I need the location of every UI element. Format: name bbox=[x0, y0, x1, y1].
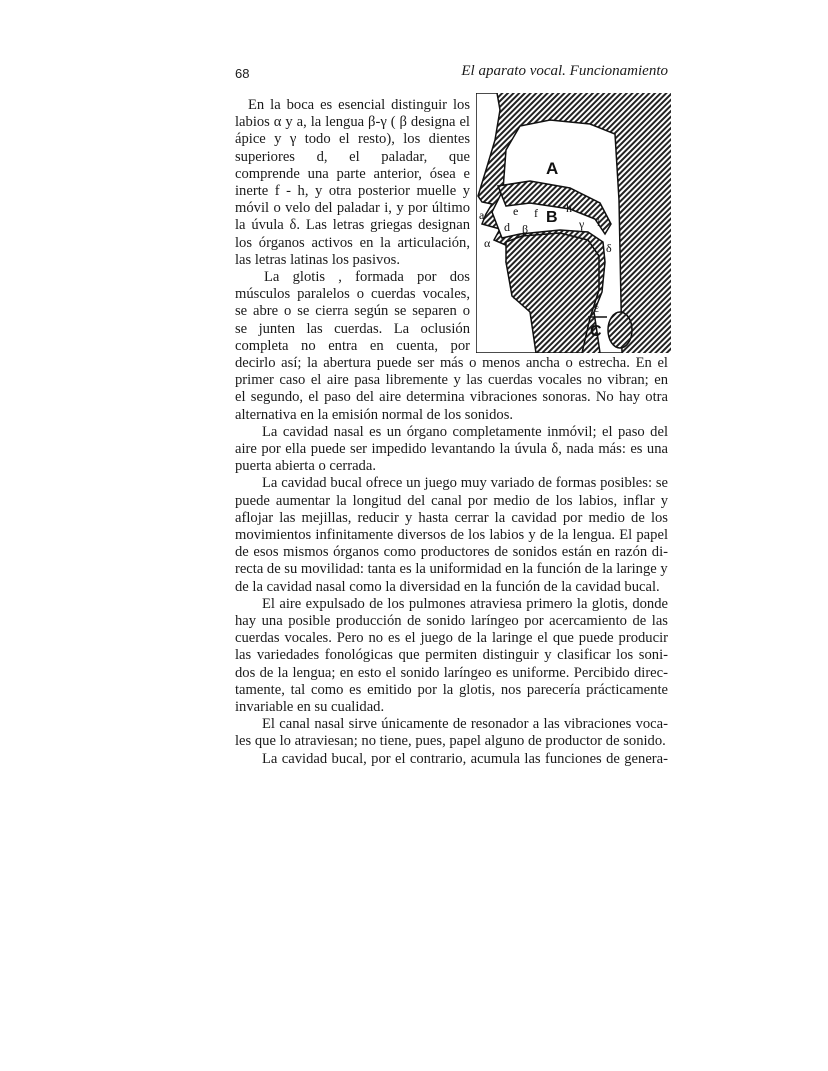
text-line: hay una posible producción de sonido laríngeo por acercamiento de las bbox=[235, 613, 668, 629]
label-d: d bbox=[504, 220, 510, 234]
label-gamma: γ bbox=[579, 217, 585, 231]
text-line: la úvula δ. Las letras griegas designan bbox=[235, 217, 470, 234]
text-line: recta de su movilidad: tanta es la uniformidad en la función de la laringe y bbox=[235, 561, 668, 578]
label-delta: δ bbox=[606, 241, 612, 255]
text-line: les que lo atraviesan; no tiene, pues, papel alguno de productor de sonido. bbox=[235, 733, 666, 750]
text-line: cuerdas vocales. Pero no es el juego de la laringe el que puede producir bbox=[235, 630, 668, 647]
text-line: músculos paralelos o cuerdas vocales, bbox=[235, 286, 470, 303]
label-alpha: α bbox=[484, 236, 491, 250]
text-line: tamente, tal como es emitido por la glotis, nos parecería prácticamente bbox=[235, 681, 668, 698]
label-A: A bbox=[546, 159, 559, 178]
text-line: La cavidad bucal ofrece un juego muy variado de formas posibles: se bbox=[262, 475, 668, 492]
running-head: El aparato vocal. Funcionamiento bbox=[461, 63, 668, 79]
text-line: El canal nasal sirve únicamente de resonador a las vibraciones voca- bbox=[262, 716, 668, 733]
label-e: e bbox=[513, 204, 519, 218]
text-line: superiores d, el paladar, que bbox=[235, 148, 470, 165]
label-epsilon: ε bbox=[594, 301, 600, 315]
label-h: h bbox=[566, 201, 572, 215]
text-line: los órganos activos en la articulación, bbox=[235, 234, 470, 251]
page-number: 68 bbox=[235, 66, 250, 81]
text-line: movimientos infinitamente diversos de los labios y de la lengua. El papel bbox=[235, 527, 668, 543]
text-line: móvil o velo del paladar i, y por último bbox=[235, 200, 470, 217]
text-line: aflojar las mejillas, reducir y hasta cerrar la cavidad por medio de los bbox=[235, 509, 668, 526]
text-line: La cavidad nasal es un órgano completamente inmóvil; el paso del bbox=[262, 423, 668, 440]
text-line: alternativa en la emisión normal de los sonidos. bbox=[235, 406, 514, 423]
text-line: invariable en su cualidad. bbox=[235, 699, 385, 715]
text-line: el segundo, el paso del aire determina vibraciones sonoras. No hay otra bbox=[235, 389, 668, 406]
text-line: La glotis , formada por dos bbox=[264, 269, 470, 285]
text-line: primer caso el aire pasa libremente y las cuerdas vocales no vibran; en bbox=[235, 372, 668, 389]
label-C: C bbox=[590, 323, 602, 340]
label-f: f bbox=[534, 206, 538, 220]
text-line: se junten las cuerdas. La oclusión bbox=[235, 320, 470, 337]
text-line: En la boca es esencial distinguir los bbox=[248, 97, 470, 113]
text-line: ápice y γ todo el resto), los dientes bbox=[235, 131, 470, 148]
text-line: inerte f - h, y otra posterior muelle y bbox=[235, 183, 470, 199]
text-line: comprende una parte anterior, ósea e bbox=[235, 165, 470, 182]
text-line: labios α y a, la lengua β-γ ( β designa el bbox=[235, 114, 470, 131]
label-i: i bbox=[597, 215, 601, 229]
text-line: las letras latinas los pasivos. bbox=[235, 251, 400, 268]
text-line: las variedades fonológicas que permiten distinguir y clasificar los soni- bbox=[235, 647, 668, 664]
text-line: El aire expulsado de los pulmones atraviesa primero la glotis, donde bbox=[262, 595, 668, 612]
larynx bbox=[608, 312, 632, 348]
label-a: a bbox=[479, 208, 485, 222]
text-line: completa no entra en cuenta, por bbox=[235, 337, 470, 354]
text-line: de esos mismos órganos como productores de sonidos están en razón di- bbox=[235, 544, 668, 561]
text-line: decirlo así; la abertura puede ser más o menos ancha o estrecha. En el bbox=[235, 355, 668, 371]
label-beta: β bbox=[522, 222, 529, 236]
vocal-tract-diagram bbox=[476, 93, 671, 353]
text-line: aire por ella puede ser impedido levantando la úvula δ, nada más: es una bbox=[235, 441, 668, 457]
text-line: se abre o se cierra según se separen o bbox=[235, 303, 470, 320]
text-line: puede aumentar la longitud del canal por medio de los labios, inflar y bbox=[235, 492, 668, 509]
text-line: dos de la lengua; en esto el sonido laríngeo es uniforme. Percibido direc- bbox=[235, 664, 668, 681]
text-line: de la cavidad nasal como la diversidad en la función de la cavidad bucal. bbox=[235, 578, 660, 595]
label-B: B bbox=[546, 209, 558, 226]
text-line: puerta abierta o cerrada. bbox=[235, 458, 376, 475]
text-line: La cavidad bucal, por el contrario, acumula las funciones de genera- bbox=[262, 750, 668, 767]
